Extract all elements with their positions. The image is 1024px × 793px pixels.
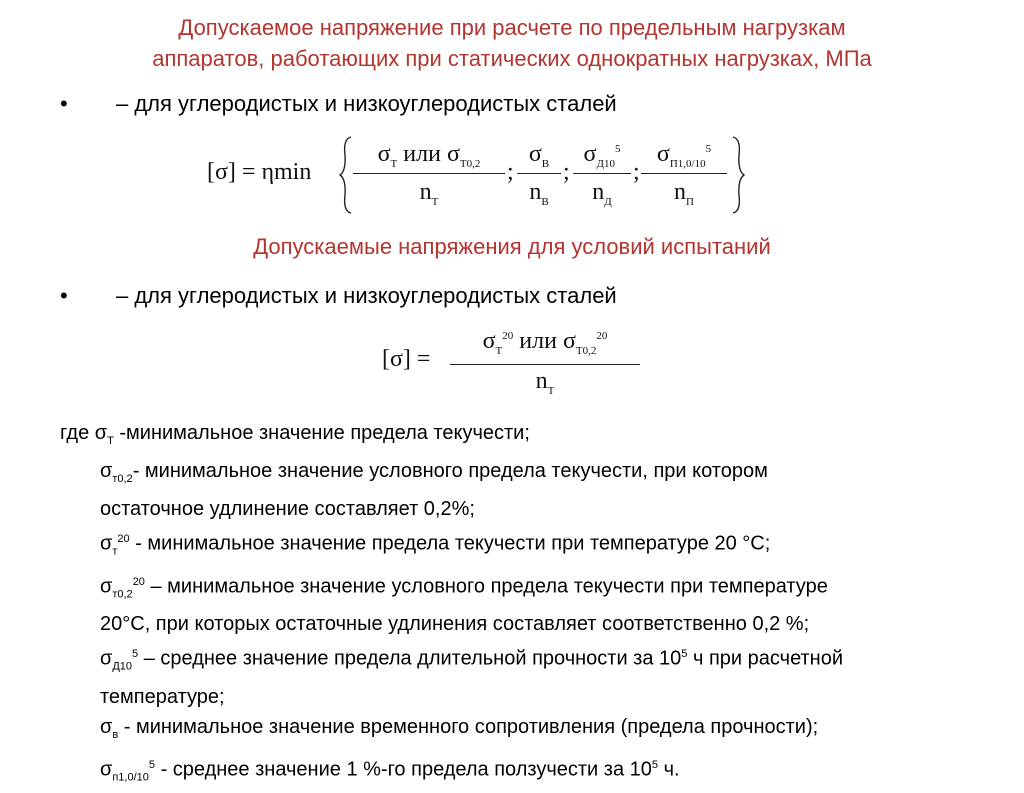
bullet-dot: • bbox=[60, 91, 68, 116]
fraction-long-term: $\sigma_{Д10}^5$ bbox=[583, 141, 621, 170]
fraction-strength-den: $n_В$ bbox=[529, 179, 549, 208]
separator: ; bbox=[563, 159, 570, 185]
definition-6: $\sigma_в$ - минимальное значение временного сопротивления (предела прочности); bbox=[100, 715, 819, 741]
separator: ; bbox=[507, 159, 514, 185]
slide-title bbox=[0, 12, 1024, 74]
left-brace-icon bbox=[339, 135, 353, 215]
separator: ; bbox=[633, 159, 640, 185]
bullet-dot: • bbox=[60, 283, 68, 308]
fraction-test-den: $n_Т$ bbox=[535, 368, 555, 397]
definition-4-cont: 20°С, при которых остаточные удлинения составляет соответственно 0,2 %; bbox=[100, 613, 810, 636]
title-line-2: аппаратов, работающих при статических однократных нагрузках, МПа bbox=[152, 46, 872, 71]
formula-test-stress bbox=[382, 322, 652, 404]
fraction-long-term-den: $n_Д$ bbox=[592, 179, 612, 208]
title-line-1: Допускаемое напряжение при расчете по предельным нагрузкам bbox=[178, 15, 846, 40]
definition-2: $\sigma_{т0,2}-$ минимальное значение условного предела текучести, при котором bbox=[100, 460, 768, 485]
section-subtitle: Допускаемые напряжения для условий испытаний bbox=[253, 234, 771, 259]
fraction-yield: $\sigma_Т$ или $\sigma_{Т0,2}$ bbox=[377, 141, 481, 170]
fraction-bar bbox=[573, 173, 631, 174]
definition-3: $\sigma_т^{20}$ - минимальное значение предела текучести при температуре 20 °С; bbox=[100, 532, 771, 558]
bullet-text-1: – для углеродистых и низкоуглеродистых сталей bbox=[116, 91, 617, 116]
bullet-item-1 bbox=[60, 90, 617, 118]
definition-7: $\sigma_{п1,0/10}^5$ - среднее значение 1 %-го предела ползучести за $10^5$ ч. bbox=[100, 758, 680, 784]
formula2-lhs: [σ] = bbox=[382, 346, 431, 372]
fraction-test-num: $\sigma_Т^{20}$ или $\sigma_{Т0,2}^{20}$ bbox=[482, 328, 608, 357]
definition-1: где $\sigma_Т$ -минимальное значение предела текучести; bbox=[60, 422, 530, 447]
fraction-strength: $\sigma_В$ bbox=[528, 141, 550, 170]
fraction-yield-den: $n_Т$ bbox=[419, 179, 439, 208]
right-brace-icon bbox=[731, 135, 745, 215]
fraction-bar bbox=[353, 173, 505, 174]
formula1-lhs: [σ] = ηmin bbox=[207, 159, 312, 185]
fraction-bar bbox=[641, 173, 727, 174]
fraction-creep: $\sigma_{П1,0/10}^5$ bbox=[656, 141, 712, 170]
definition-5: $\sigma_{Д10}^5$ – среднее значение предела длительной прочности за $10^5$ ч при расчетной bbox=[100, 647, 844, 673]
fraction-bar bbox=[517, 173, 561, 174]
definitions-list bbox=[60, 418, 1000, 793]
fraction-bar bbox=[450, 364, 640, 365]
definition-5-cont: температуре; bbox=[100, 685, 225, 708]
definition-4: $\sigma_{т0,2}^{20}$ – минимальное значение условного предела текучести при температуре bbox=[100, 575, 828, 601]
formula-allowable-stress bbox=[207, 133, 747, 218]
bullet-text-2: – для углеродистых и низкоуглеродистых сталей bbox=[116, 283, 617, 308]
bullet-item-2 bbox=[60, 282, 617, 310]
definition-2-cont: остаточное удлинение составляет 0,2%; bbox=[100, 498, 475, 520]
fraction-creep-den: $n_П$ bbox=[674, 179, 694, 208]
